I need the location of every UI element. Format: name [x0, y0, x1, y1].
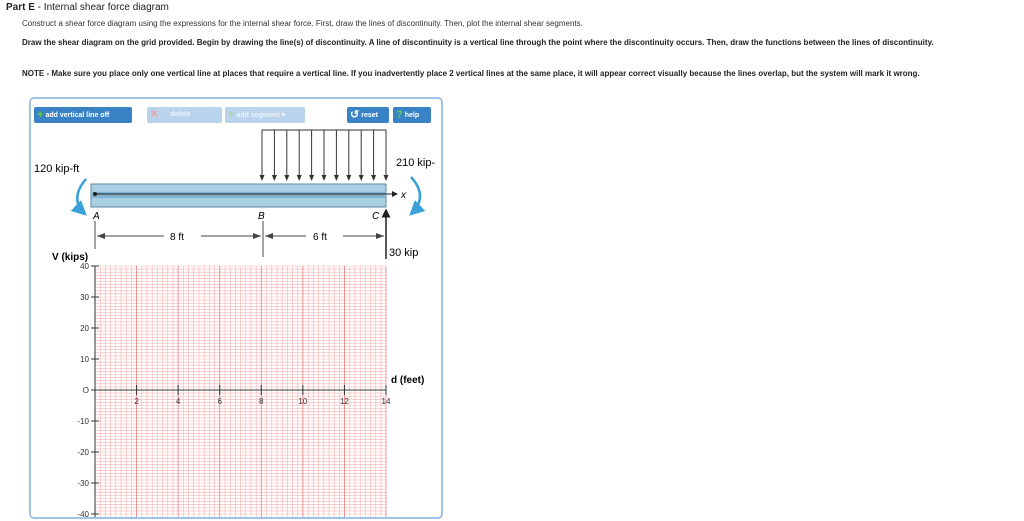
help-icon: ? [396, 109, 403, 121]
y-tick-label: 20 [80, 324, 89, 333]
help-label: help [404, 112, 420, 119]
y-tick-label: -10 [77, 417, 89, 426]
delete-label: delete [170, 111, 191, 118]
x-icon: ✕ [150, 109, 159, 120]
chevron-down-icon: ▾ [281, 112, 286, 119]
add-segment-label: add segment [236, 112, 280, 119]
part-label: Part E [6, 2, 35, 13]
y-tick-label: 40 [80, 262, 89, 271]
y-tick-label: -30 [77, 479, 89, 488]
x-tick-label: 6 [217, 397, 222, 406]
x-tick-label: 14 [381, 397, 391, 406]
dimension-lines [95, 221, 386, 257]
y-tick-label: O [82, 386, 89, 395]
point-c-label: C [372, 211, 380, 222]
shear-diagram-tool [29, 97, 443, 519]
reset-label: reset [361, 112, 378, 119]
instruction-intro: Construct a shear force diagram using the expressions for the internal shear force. First, draw the lines of discontinuity. Then, plot the internal shear segments. [22, 19, 583, 28]
instruction-note: NOTE - Make sure you place only one vertical line at places that require a vertical line. If you inadvertently place 2 vertical lines at the same place, it will appear correct visually because the lines overlap, but the system will mark it wrong. [22, 69, 920, 78]
title-separator: - [34, 2, 44, 13]
plus-icon: + [37, 109, 44, 121]
point-force-label: 30 kip [389, 247, 419, 259]
x-axis-label: x [401, 190, 406, 201]
point-b-label: B [258, 211, 265, 222]
instruction-draw: Draw the shear diagram on the grid provided. Begin by drawing the line(s) of discontinuity. A line of discontinuity is a vertical line through the point where the discontinuity occurs. Then, draw the functions between the lines of discontinuity. [22, 38, 934, 47]
left-moment-label: 120 kip-ft [34, 163, 80, 175]
y-tick-label: 30 [80, 293, 89, 302]
distributed-load [260, 130, 389, 181]
x-tick-label: 12 [339, 397, 349, 406]
d-axis-label: d (feet) [391, 375, 425, 386]
plus-icon: + [228, 109, 235, 121]
add-vertical-line-label: add vertical line off [45, 112, 110, 119]
x-tick-label: 8 [259, 397, 264, 406]
right-moment-label: 210 kip- [396, 157, 436, 169]
beam-centerline [91, 192, 386, 198]
left-moment-arrow [77, 179, 86, 214]
y-tick-label: -40 [77, 510, 89, 517]
shear-grid[interactable] [95, 266, 386, 517]
right-moment-arrow [411, 177, 420, 214]
y-tick-label: -20 [77, 448, 89, 457]
x-tick-label: 4 [175, 397, 181, 406]
part-title-text: Internal shear force diagram [43, 2, 169, 13]
v-axis-label: V (kips) [52, 252, 89, 263]
diagram-canvas [31, 99, 441, 517]
x-tick-label: 10 [298, 397, 308, 406]
point-a-label: A [93, 211, 100, 222]
reset-icon: ↺ [350, 109, 360, 121]
span-bc-label: 6 ft [313, 232, 327, 243]
part-title [6, 2, 169, 13]
y-tick-label: 10 [80, 355, 89, 364]
span-ab-label: 8 ft [170, 232, 184, 243]
x-tick-label: 2 [134, 397, 139, 406]
